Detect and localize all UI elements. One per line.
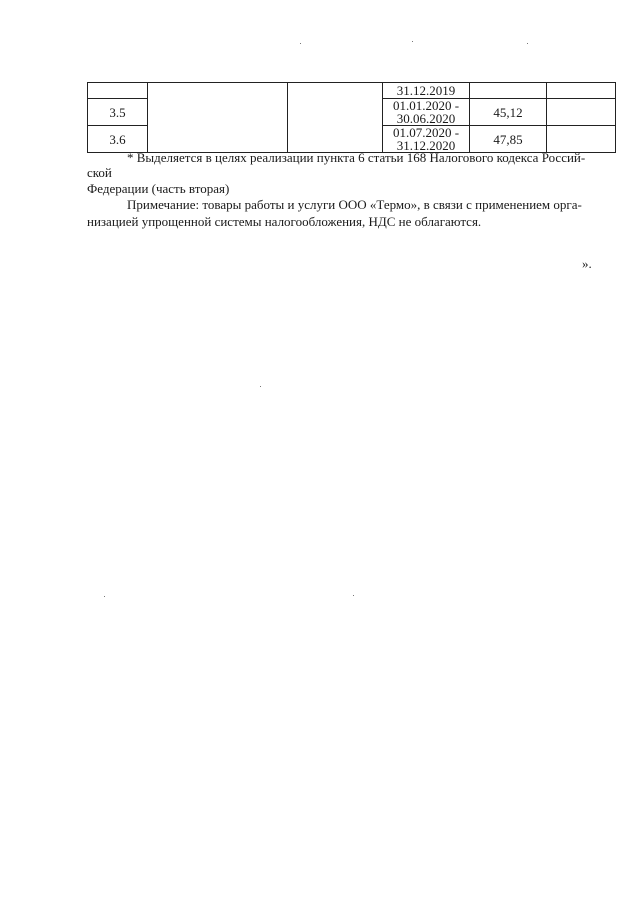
price-cell: 45,12 — [470, 99, 547, 126]
scan-speck — [260, 386, 261, 387]
scan-speck — [353, 595, 354, 596]
period-cell — [383, 83, 470, 99]
scan-speck — [527, 43, 528, 44]
scan-speck — [300, 43, 301, 44]
empty-merged-cell — [288, 83, 383, 153]
note-line: низацией упрощенной системы налогообложения, НДС не облагаются. — [87, 214, 482, 229]
empty-merged-cell — [148, 83, 288, 153]
empty-cell — [547, 99, 616, 126]
scan-speck — [104, 596, 105, 597]
table-row — [88, 83, 616, 99]
footnote-line: ской — [87, 165, 112, 180]
footnote-line: Федерации (часть вторая) — [87, 181, 230, 196]
row-number-cell: 3.6 — [88, 126, 148, 153]
price-cell — [470, 83, 547, 99]
period-line: 01.01.2020 - — [392, 98, 460, 113]
note-line: Примечание: товары работы и услуги ООО «Термо», в связи с применением орга- — [127, 197, 582, 212]
closing-quote-mark: ». — [582, 256, 592, 271]
empty-cell — [547, 83, 616, 99]
period-line: 01.07.2020 - — [392, 125, 460, 140]
footnote-line: * Выделяется в целях реализации пункта 6 статьи 168 Налогового кодекса Россий- — [127, 150, 586, 165]
period-cell — [383, 99, 470, 126]
tariff-table — [87, 82, 616, 153]
period-line: 31.12.2019 — [396, 83, 456, 98]
period-line: 30.06.2020 — [396, 111, 456, 126]
row-number-cell: 3.5 — [88, 99, 148, 126]
scan-speck — [412, 41, 413, 42]
price-cell: 47,85 — [470, 126, 547, 153]
row-number-cell — [88, 83, 148, 99]
period-line: 31.12.2020 — [396, 138, 456, 153]
